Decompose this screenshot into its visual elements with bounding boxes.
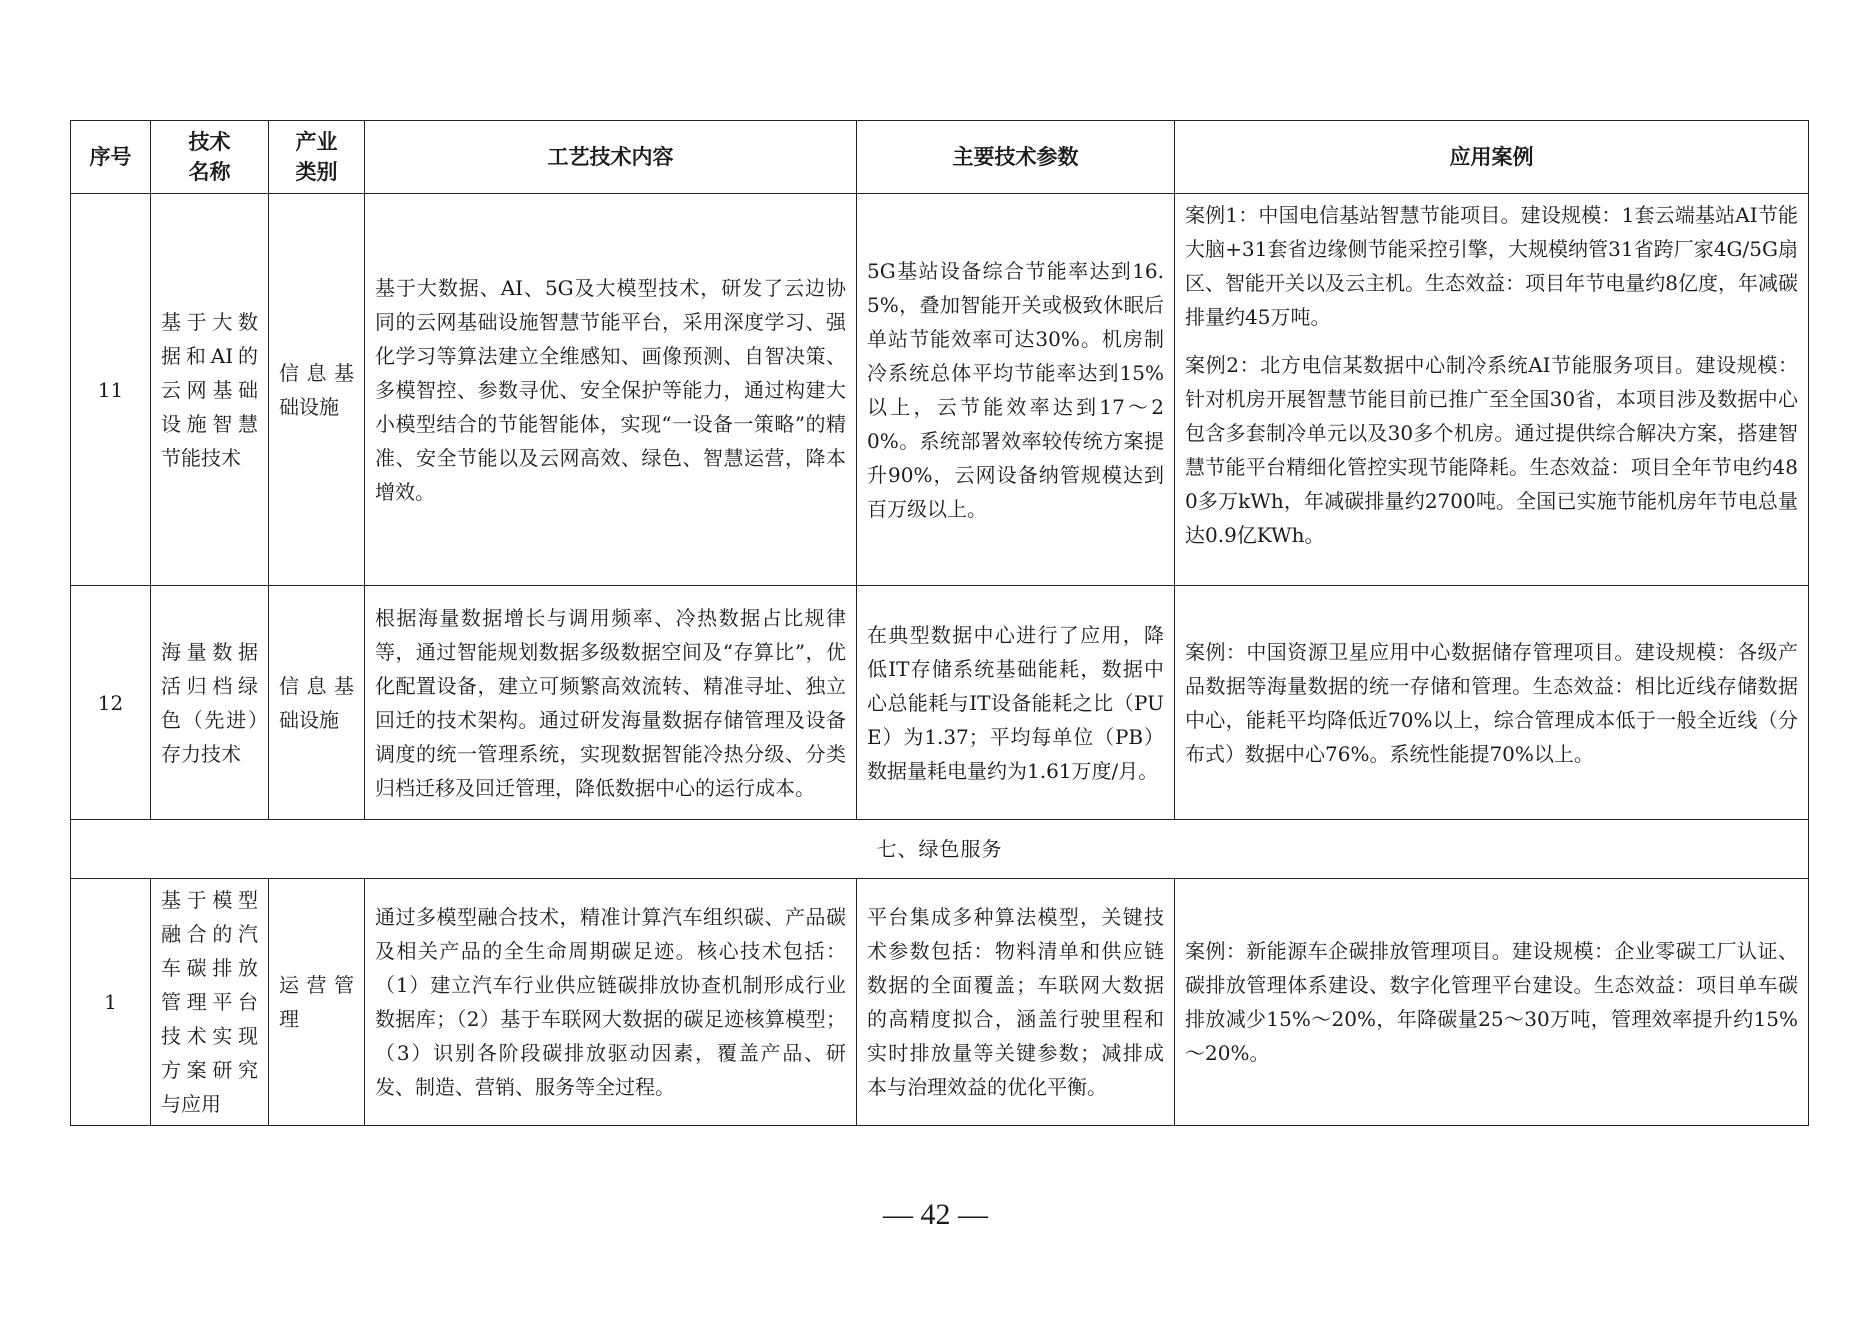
section-title: 七、绿色服务 [71, 820, 1809, 879]
row-category: 运营管理 [269, 879, 365, 1126]
row-cases [1175, 586, 1809, 820]
header-tech-name [151, 121, 269, 194]
row-category: 信息基础设施 [269, 194, 365, 586]
row-category: 信息基础设施 [269, 586, 365, 820]
case-paragraph: 案例2：北方电信某数据中心制冷系统AI节能服务项目。建设规模：针对机房开展智慧节能目前已推广至全国30省，本项目涉及数据中心包含多套制冷单元以及30多个机房。通过提供综合解决方案，搭建智慧节能平台精细化管控实现节能降耗。生态效益：项目全年节电约480多万kWh，年减碳排量约2700吨。全国已实施节能机房年节电总量达0.9亿KWh。 [1185, 353, 1798, 547]
case-paragraph: 案例：中国资源卫星应用中心数据储存管理项目。建设规模：各级产品数据等海量数据的统一存储和管理。生态效益：相比近线存储数据中心，能耗平均降低近70%以上，综合管理成本低于一般全近线（分布式）数据中心76%。系统性能提70%以上。 [1185, 639, 1798, 766]
header-process: 工艺技术内容 [365, 121, 857, 194]
row-tech-name: 基于大数据和AI的云网基础设施智慧节能技术 [151, 194, 269, 586]
row-cases [1175, 194, 1809, 586]
header-params: 主要技术参数 [857, 121, 1175, 194]
row-tech-name: 海量数据活归档绿色（先进）存力技术 [151, 586, 269, 820]
row-index: 11 [71, 194, 151, 586]
table-row [71, 879, 1809, 1126]
row-index: 1 [71, 879, 151, 1126]
row-params: 5G基站设备综合节能率达到16.5%，叠加智能开关或极致休眠后单站节能效率可达30%。机房制冷系统总体平均节能率达到15%以上，云节能效率达到17～20%。系统部署效率较传统方案提升90%，云网设备纳管规模达到百万级以上。 [857, 194, 1175, 586]
table-header-row [71, 121, 1809, 194]
case-paragraph: 案例1：中国电信基站智慧节能项目。建设规模：1套云端基站AI节能大脑+31套省边缘侧节能采控引擎，大规模纳管31省跨厂家4G/5G扇区、智能开关以及云主机。生态效益：项目年节电量约8亿度，年减碳排量约45万吨。 [1185, 203, 1798, 329]
technology-table [70, 120, 1809, 1126]
table-row [71, 586, 1809, 820]
row-tech-name: 基于模型融合的汽车碳排放管理平台技术实现方案研究与应用 [151, 879, 269, 1126]
header-category-text: 产业类别 [295, 130, 338, 184]
row-index: 12 [71, 586, 151, 820]
header-cases: 应用案例 [1175, 121, 1809, 194]
row-process: 基于大数据、AI、5G及大模型技术，研发了云边协同的云网基础设施智慧节能平台，采用深度学习、强化学习等算法建立全维感知、画像预测、自智决策、多模智控、参数寻优、安全保护等能力，通过构建大小模型结合的节能智能体，实现“一设备一策略”的精准、安全节能以及云网高效、绿色、智慧运营，降本增效。 [365, 194, 857, 586]
header-tech-name-text: 技术名称 [188, 130, 231, 184]
row-process: 通过多模型融合技术，精准计算汽车组织碳、产品碳及相关产品的全生命周期碳足迹。核心技术包括：（1）建立汽车行业供应链碳排放协查机制形成行业数据库；（2）基于车联网大数据的碳足迹核算模型；（3）识别各阶段碳排放驱动因素，覆盖产品、研发、制造、营销、服务等全过程。 [365, 879, 857, 1126]
row-process: 根据海量数据增长与调用频率、冷热数据占比规律等，通过智能规划数据多级数据空间及“存算比”，优化配置设备，建立可频繁高效流转、精准寻址、独立回迁的技术架构。通过研发海量数据存储管理及设备调度的统一管理系统，实现数据智能冷热分级、分类归档迁移及回迁管理，降低数据中心的运行成本。 [365, 586, 857, 820]
case-paragraph: 案例：新能源车企碳排放管理项目。建设规模：企业零碳工厂认证、碳排放管理体系建设、数字化管理平台建设。生态效益：项目单车碳排放减少15%～20%，年降碳量25～30万吨，管理效率提升约15%～20%。 [1185, 939, 1798, 1065]
row-params: 在典型数据中心进行了应用，降低IT存储系统基础能耗，数据中心总能耗与IT设备能耗之比（PUE）为1.37；平均每单位（PB）数据量耗电量约为1.61万度/月。 [857, 586, 1175, 820]
header-category [269, 121, 365, 194]
section-row [71, 820, 1809, 879]
table-row [71, 194, 1809, 586]
header-index: 序号 [71, 121, 151, 194]
page-number: — 42 — [883, 1198, 988, 1231]
row-params: 平台集成多种算法模型，关键技术参数包括：物料清单和供应链数据的全面覆盖；车联网大数据的高精度拟合，涵盖行驶里程和实时排放量等关键参数；减排成本与治理效益的优化平衡。 [857, 879, 1175, 1126]
row-cases [1175, 879, 1809, 1126]
